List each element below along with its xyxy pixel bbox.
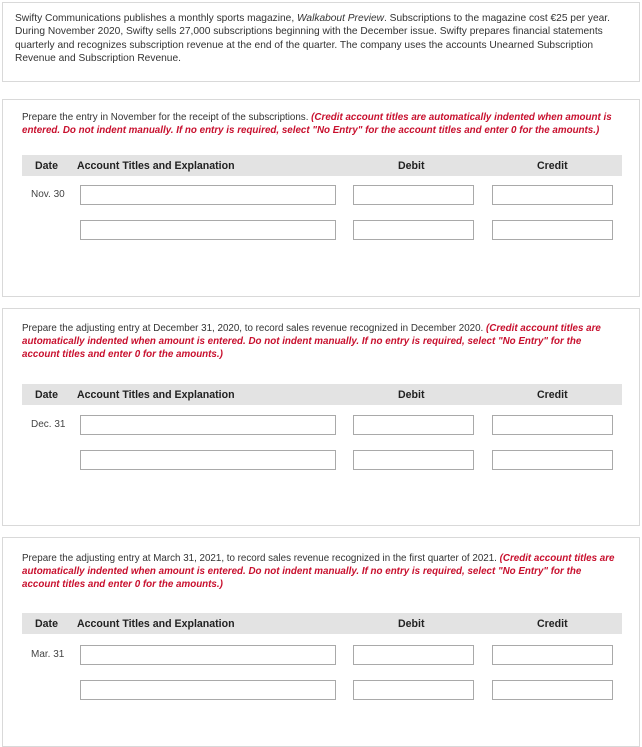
header-account: Account Titles and Explanation <box>77 160 235 172</box>
account-title-input[interactable] <box>80 415 336 435</box>
debit-input[interactable] <box>353 645 474 665</box>
header-account: Account Titles and Explanation <box>77 618 235 630</box>
account-title-input[interactable] <box>80 220 336 240</box>
entry-section-november <box>2 99 640 297</box>
credit-input[interactable] <box>492 450 613 470</box>
header-credit: Credit <box>537 389 568 401</box>
entry-date: Dec. 31 <box>31 419 66 430</box>
debit-input[interactable] <box>353 680 474 700</box>
magazine-title: Walkabout Preview <box>296 13 384 24</box>
intro-text-2: . Subscriptions to the magazine cost €25 per year. During November 2020, Swifty sells 27,000 subscriptions beginning with the December issue. Swifty prepares financial statements quarterly and recognizes subscription revenue at the end of the quarter. The company uses the accounts Unearned Subscription Revenue and Subscription Revenue. <box>15 13 610 65</box>
credit-input[interactable] <box>492 680 613 700</box>
entry-date: Mar. 31 <box>31 649 65 660</box>
header-debit: Debit <box>398 160 425 172</box>
header-debit: Debit <box>398 389 425 401</box>
prompt-note: (Credit account titles are automatically indented when amount is entered. Do not indent manually. If no entry is required, select "No Entry" for the account titles and enter 0 for the amounts.) <box>22 323 601 361</box>
entry-date: Nov. 30 <box>31 189 65 200</box>
prompt-text: Prepare the adjusting entry at March 31, 2021, to record sales revenue recognized in the first quarter of 2021. <box>22 553 497 564</box>
prompt-note: (Credit account titles are automatically indented when amount is entered. Do not indent manually. If no entry is required, select "No Entry" for the account titles and enter 0 for the amounts.) <box>22 553 615 591</box>
entry-section-march <box>2 537 640 747</box>
header-credit: Credit <box>537 618 568 630</box>
prompt-note: (Credit account titles are automatically indented when amount is entered. Do not indent manually. If no entry is required, select "No Entry" for the account titles and enter 0 for the amounts.) <box>22 112 612 137</box>
journal-table-header <box>22 613 622 634</box>
account-title-input[interactable] <box>80 680 336 700</box>
header-debit: Debit <box>398 618 425 630</box>
debit-input[interactable] <box>353 415 474 435</box>
credit-input[interactable] <box>492 220 613 240</box>
prompt-text: Prepare the entry in November for the receipt of the subscriptions. <box>22 112 309 123</box>
credit-input[interactable] <box>492 185 613 205</box>
header-date: Date <box>35 389 58 401</box>
credit-input[interactable] <box>492 415 613 435</box>
entry-section-december <box>2 308 640 526</box>
debit-input[interactable] <box>353 220 474 240</box>
header-date: Date <box>35 160 58 172</box>
debit-input[interactable] <box>353 450 474 470</box>
problem-description <box>2 2 640 82</box>
prompt-text: Prepare the adjusting entry at December 31, 2020, to record sales revenue recognized in December 2020. <box>22 323 484 334</box>
account-title-input[interactable] <box>80 645 336 665</box>
credit-input[interactable] <box>492 645 613 665</box>
intro-text-1: Swifty Communications publishes a monthly sports magazine, <box>15 13 297 24</box>
section-prompt <box>22 322 619 362</box>
account-title-input[interactable] <box>80 185 336 205</box>
journal-table-header <box>22 155 622 176</box>
debit-input[interactable] <box>353 185 474 205</box>
section-prompt <box>22 552 619 592</box>
journal-table-header <box>22 384 622 405</box>
header-date: Date <box>35 618 58 630</box>
header-account: Account Titles and Explanation <box>77 389 235 401</box>
account-title-input[interactable] <box>80 450 336 470</box>
header-credit: Credit <box>537 160 568 172</box>
section-prompt <box>22 111 619 137</box>
